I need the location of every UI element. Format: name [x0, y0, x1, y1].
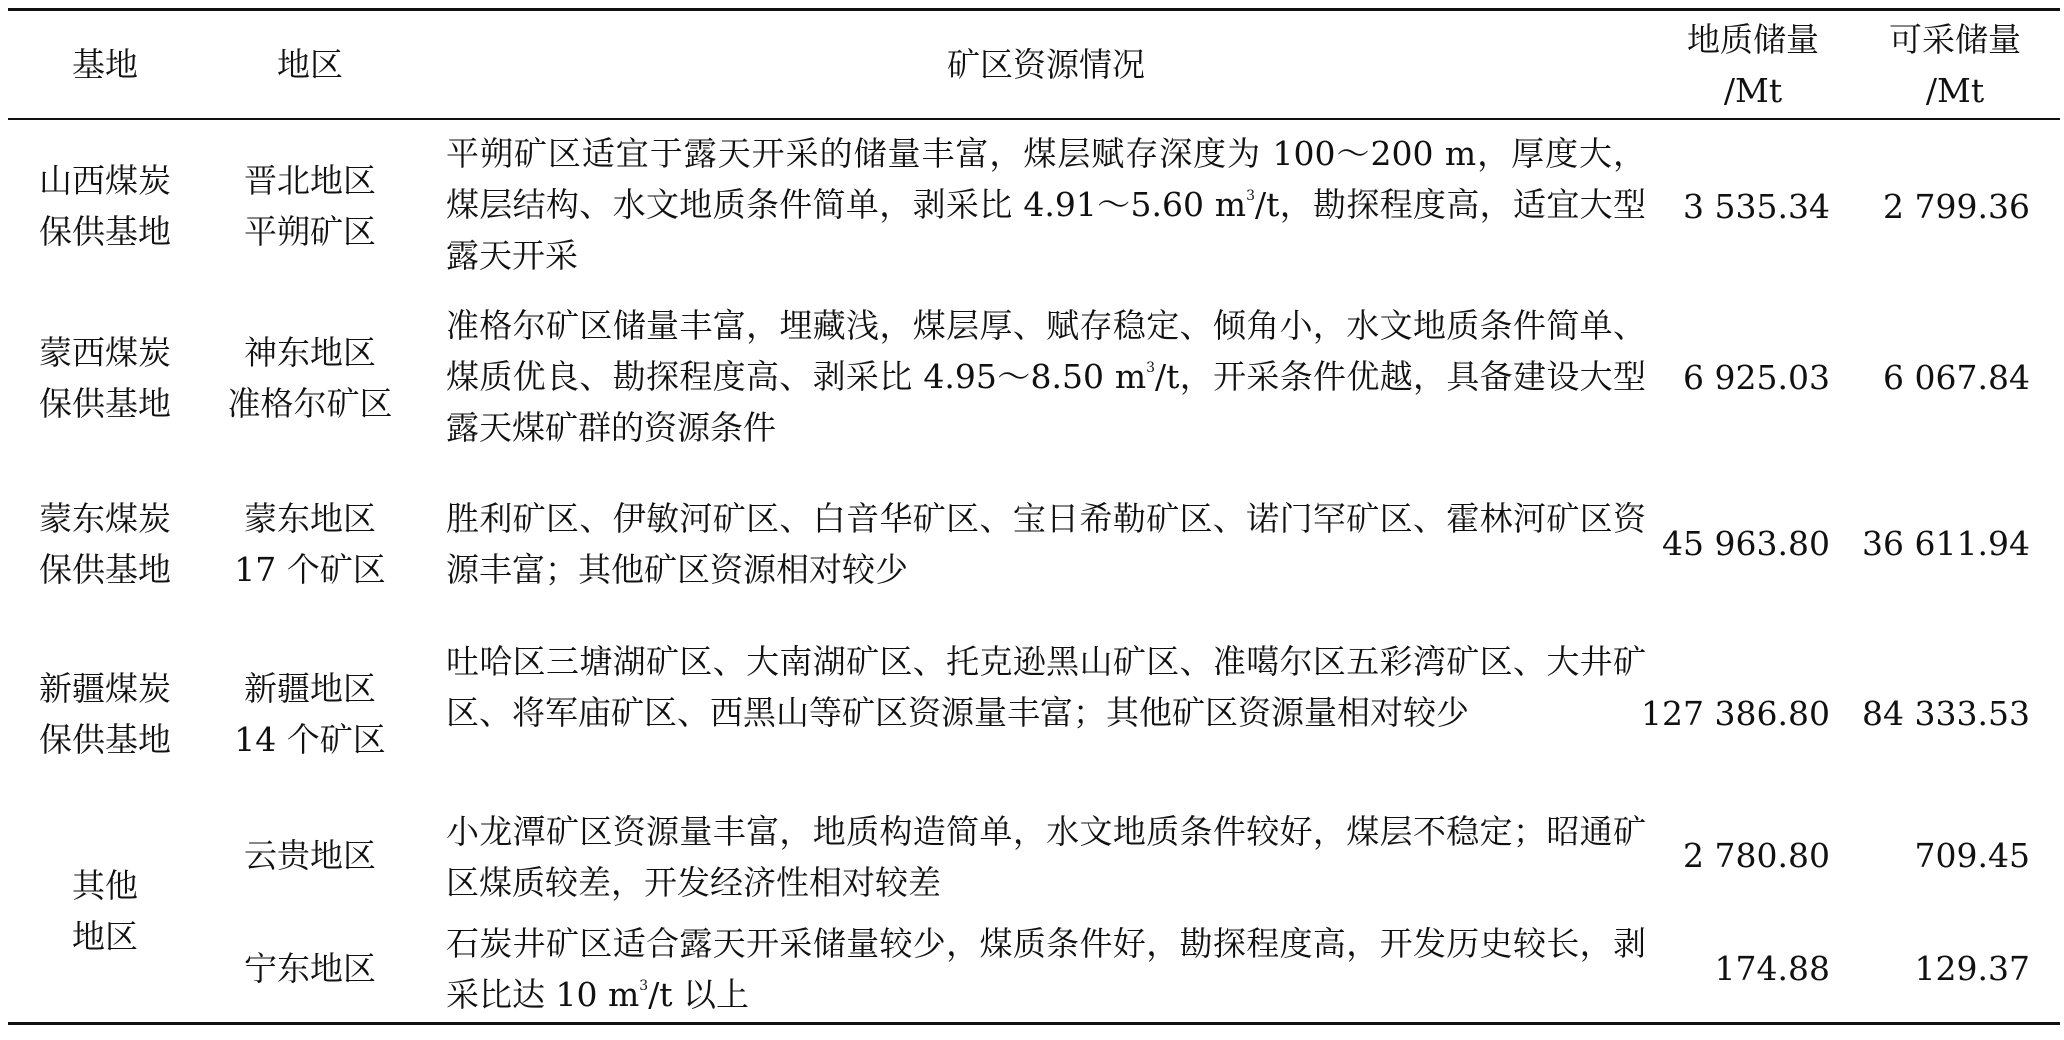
row-description-text: 胜利矿区、伊敏河矿区、白音华矿区、宝日希勒矿区、诺门罕矿区、霍林河矿区资源丰富；其他矿区资源相对较少	[446, 499, 1646, 589]
header-bottom-rule	[8, 118, 2060, 120]
row-mine-reserve: 2 799.36	[1883, 187, 2030, 226]
row-base-line1: 蒙东煤炭	[39, 499, 171, 538]
row-description-text: 吐哈区三塘湖矿区、大南湖矿区、托克逊黑山矿区、准噶尔区五彩湾矿区、大井矿区、将军庙矿区、西黑山等矿区资源量丰富；其他矿区资源量相对较少	[446, 642, 1646, 732]
row-region-line1: 蒙东地区	[244, 499, 376, 538]
row-mine-reserve: 84 333.53	[1862, 694, 2030, 733]
row-description-text-cont: /t，勘探程度高，适宜大型露天开采	[446, 185, 1646, 275]
row-region	[210, 155, 410, 257]
header-mine-reserve-line2: /Mt	[1925, 71, 1985, 110]
row-geo-reserve: 6 925.03	[1683, 358, 1830, 397]
row-region	[210, 663, 410, 765]
row-region-line1: 新疆地区	[244, 669, 376, 708]
row-description	[446, 493, 1646, 595]
header-region: 地区	[277, 45, 343, 84]
row-mine-reserve: 709.45	[1914, 836, 2030, 875]
row-base-line2: 保供基地	[39, 384, 171, 423]
row-description-text: 小龙潭矿区资源量丰富，地质构造简单，水文地质条件较好，煤层不稳定；昭通矿区煤质较差，开发经济性相对较差	[446, 812, 1646, 902]
row-description	[446, 128, 1646, 281]
row-mine-reserve: 6 067.84	[1883, 358, 2030, 397]
row-region	[210, 493, 410, 595]
row-base-line2: 保供基地	[39, 550, 171, 589]
row-base-line2: 地区	[72, 917, 138, 956]
row-base-line2: 保供基地	[39, 720, 171, 759]
row-region	[210, 327, 410, 429]
row-region: 宁东地区	[244, 949, 376, 988]
row-region-line2: 平朔矿区	[244, 212, 376, 251]
row-geo-reserve: 45 963.80	[1662, 524, 1830, 563]
header-base: 基地	[72, 45, 138, 84]
header-geo-reserve-line2: /Mt	[1723, 71, 1783, 110]
row-base	[20, 327, 190, 429]
header-mine-reserve	[1862, 14, 2048, 116]
row-base-line1: 新疆煤炭	[39, 669, 171, 708]
row-base-line1: 山西煤炭	[39, 161, 171, 200]
header-resources: 矿区资源情况	[947, 45, 1145, 84]
row-region-line2: 17 个矿区	[234, 550, 386, 589]
row-mine-reserve: 36 611.94	[1862, 524, 2030, 563]
row-base-line2: 保供基地	[39, 212, 171, 251]
row-description	[446, 806, 1646, 908]
row-description-text-cont: /t 以上	[648, 975, 750, 1014]
row-description-text: 石炭井矿区适合露天开采储量较少，煤质条件好，勘探程度高，开发历史较长，剥采比达 10 m	[446, 924, 1646, 1014]
row-description	[446, 918, 1646, 1020]
superscript: 3	[1246, 188, 1256, 204]
header-geo-reserve-line1: 地质储量	[1687, 20, 1819, 59]
table-bottom-rule	[8, 1022, 2060, 1025]
row-description-text: 准格尔矿区储量丰富，埋藏浅，煤层厚、赋存稳定、倾角小，水文地质条件简单、煤质优良、勘探程度高、剥采比 4.95～8.50 m	[446, 306, 1646, 396]
row-region-line2: 准格尔矿区	[227, 384, 393, 423]
row-base-line1: 蒙西煤炭	[39, 333, 171, 372]
row-geo-reserve: 174.88	[1714, 949, 1830, 988]
row-base	[20, 155, 190, 257]
row-base	[20, 860, 190, 962]
row-geo-reserve: 2 780.80	[1683, 836, 1830, 875]
row-description	[446, 636, 1646, 738]
table-top-rule	[8, 8, 2060, 11]
row-region-line2: 14 个矿区	[234, 720, 386, 759]
row-base-line1: 其他	[72, 866, 138, 905]
row-geo-reserve: 3 535.34	[1683, 187, 1830, 226]
header-mine-reserve-line1: 可采储量	[1889, 20, 2021, 59]
row-region-line1: 晋北地区	[244, 161, 376, 200]
superscript: 3	[639, 978, 649, 994]
superscript: 3	[1146, 360, 1156, 376]
row-description-text-cont: /t，开采条件优越，具备建设大型露天煤矿群的资源条件	[446, 357, 1646, 447]
row-description-text: 平朔矿区适宜于露天开采的储量丰富，煤层赋存深度为 100～200 m，厚度大，煤层结构、水文地质条件简单，剥采比 4.91～5.60 m	[446, 134, 1646, 224]
row-mine-reserve: 129.37	[1914, 949, 2030, 988]
row-base	[20, 663, 190, 765]
row-description	[446, 300, 1646, 453]
row-region: 云贵地区	[244, 836, 376, 875]
row-base	[20, 493, 190, 595]
header-geo-reserve	[1660, 14, 1846, 116]
row-geo-reserve: 127 386.80	[1641, 694, 1830, 733]
row-region-line1: 神东地区	[244, 333, 376, 372]
